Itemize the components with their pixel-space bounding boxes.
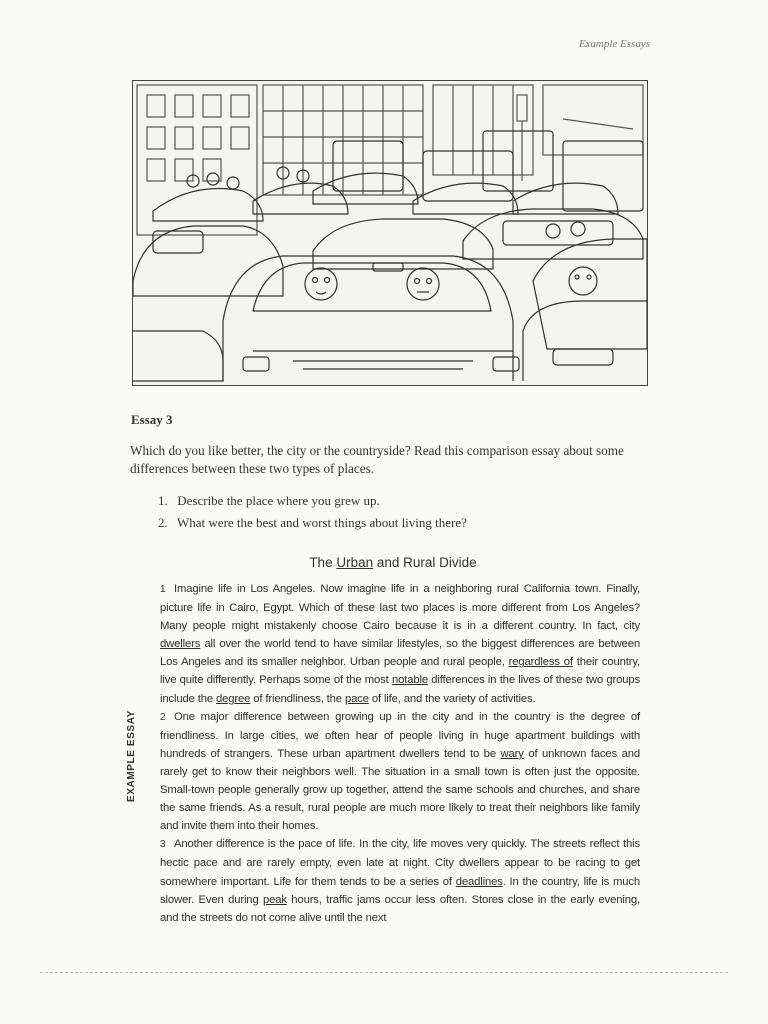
paragraph-number: 2	[160, 711, 166, 723]
paragraph-3-text	[160, 838, 640, 923]
question-item	[158, 512, 467, 534]
question-item	[158, 490, 467, 512]
text-run: of life, and the variety of activities.	[368, 692, 536, 705]
paragraph-1	[160, 580, 640, 708]
essay-label: Essay 3	[131, 412, 173, 427]
text-run: hours, traffic jams occur less often. Stores close in the early evening, and the streets do not come alive until the next	[160, 893, 640, 924]
paragraph-3	[160, 835, 640, 926]
discussion-questions	[158, 490, 467, 534]
question-number: 2.	[158, 515, 168, 530]
question-text: What were the best and worst things about living there?	[177, 515, 467, 530]
vocabulary-word: deadlines	[455, 875, 503, 888]
essay-title	[0, 555, 768, 570]
paragraph-number: 1	[160, 584, 166, 595]
paragraph-number: 3	[160, 839, 166, 851]
text-run: all over the world tend to have similar lifestyles, so the biggest differences are between Los Angeles and its smaller neighbor. Urban people and rural people,	[160, 638, 640, 669]
text-run: Another difference is the pace of life. In the city, life moves very quickly. The streets reflect this hectic pace and are rarely empty, even late at night. City dwellers appear to be racing to get somewhere important. Life for them tends to be a series of	[160, 838, 640, 888]
vocabulary-word: wary	[500, 747, 524, 760]
essay-title-underlined: Urban	[336, 555, 374, 570]
paragraph-2	[160, 708, 640, 836]
text-run: One major difference between growing up in the city and in the country is the degree of friendliness. In large cities, we often hear of people living in huge apartment buildings with hundreds of strangers. These urban apartment dwellers tend to be	[160, 710, 640, 760]
question-text: Describe the place where you grew up.	[177, 493, 380, 508]
front-car-drawing	[223, 256, 519, 381]
footer-rule	[40, 972, 728, 973]
question-number: 1.	[158, 493, 168, 508]
vocabulary-word: peak	[262, 893, 287, 906]
paragraph-1-text	[160, 583, 640, 705]
paragraph-2-text	[160, 711, 640, 833]
text-run: of unknown faces and rarely get to know their neighbors well. The situation in a small town is often just the opposite. Small-town people generally grow up together, attend the same schools and churches, and share the same friends. As a result, rural people are much more likely to treat their neighbors like family and invite them into their homes.	[160, 747, 640, 833]
essay-title-pre: The	[309, 555, 337, 570]
intro-text: Which do you like better, the city or the countryside? Read this comparison essay about some differences between these two types of places.	[130, 443, 624, 476]
text-run: differences in the lives of these two groups include the	[160, 674, 640, 705]
middle-vehicles-drawing	[133, 209, 647, 349]
example-essay-side-label: EXAMPLE ESSAY	[126, 710, 137, 802]
vocabulary-word: degree	[215, 692, 251, 705]
buildings-drawing	[137, 85, 643, 235]
running-head: Example Essays	[578, 38, 650, 50]
text-run: Imagine life in Los Angeles. Now imagine life in a neighboring rural California town. Finally, picture life in Cairo, Egypt. Which of these last two places is more different from Los Angeles? Many people might mistakenly choose Cairo because it is in a different country. In fact, city	[160, 583, 640, 633]
text-run: . In the country, life is much slower. Even during	[160, 875, 640, 906]
vocabulary-word: pace	[344, 692, 369, 705]
vocabulary-word: dwellers	[160, 638, 201, 651]
back-vehicles-drawing	[153, 131, 643, 221]
traffic-jam-illustration	[132, 80, 648, 386]
text-run: their country, live quite differently. Perhaps some of the most	[160, 656, 641, 687]
vocabulary-word: regardless of	[508, 656, 573, 669]
essay-body	[160, 580, 640, 927]
text-run: of friendliness, the	[250, 692, 345, 705]
essay-title-post: and Rural Divide	[373, 555, 477, 570]
vocabulary-word: notable	[391, 674, 428, 687]
